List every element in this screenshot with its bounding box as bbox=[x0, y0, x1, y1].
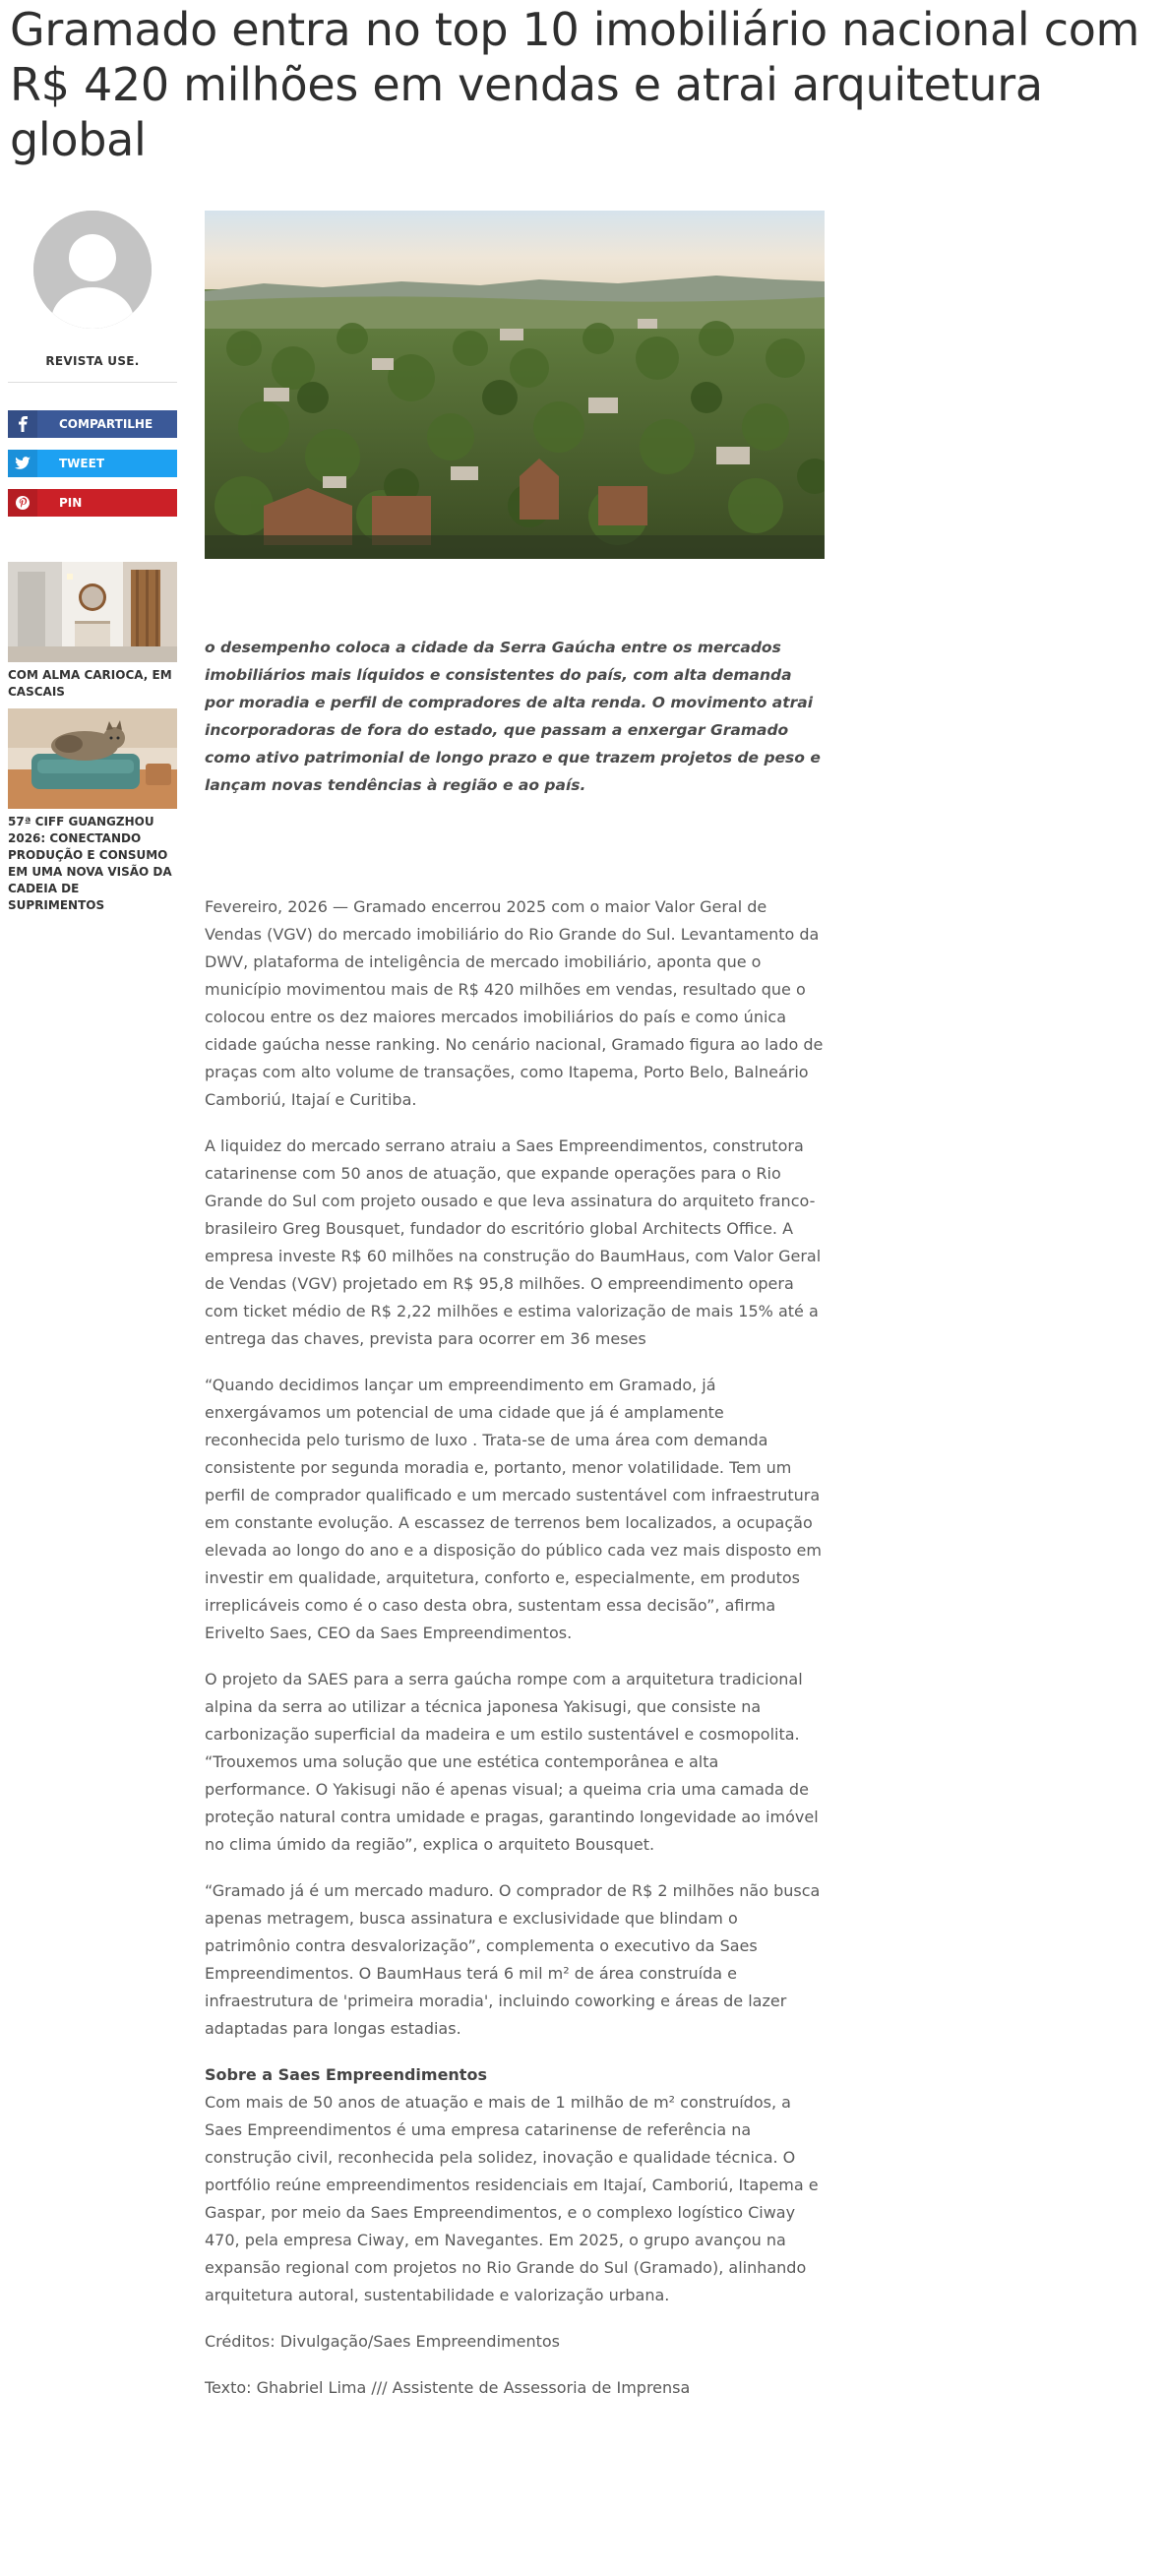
related-post[interactable] bbox=[8, 708, 177, 914]
article-paragraph: Fevereiro, 2026 — Gramado encerrou 2025 com o maior Valor Geral de Vendas (VGV) do mercado imobiliário do Rio Grande do Sul. Levantamento da DWV, plataforma de inteligência de mercado imobiliário, aponta que o município movimentou mais de R$ 420 milhões em vendas, resultado que o colocou entre os dez maiores mercados imobiliários do país e como única cidade gaúcha nesse ranking. No cenário nacional, Gramado figura ao lado de praças com alto volume de transações, como Itapema, Porto Belo, Balneário Camboriú, Itajaí e Curitiba. bbox=[205, 897, 824, 1109]
pinterest-share-button[interactable] bbox=[8, 489, 177, 517]
twitter-icon bbox=[8, 450, 37, 477]
pinterest-share-label: PIN bbox=[59, 496, 83, 510]
article-byline: Texto: Ghabriel Lima /// Assistente de Assessoria de Imprensa bbox=[205, 2378, 691, 2397]
about-paragraph: Com mais de 50 anos de atuação e mais de 1 milhão de m² construídos, a Saes Empreendimentos é uma empresa catarinense de referência na construção civil, reconhecida pela solidez, inovação e qualidade técnica. O portfólio reúne empreendimentos residenciais em Itajaí, Camboriú, Itapema e Gaspar, por meio da Saes Empreendimentos, e o complexo logístico Ciway 470, pela empresa Ciway, em Navegantes. Em 2025, o grupo avançou na expansão regional com projetos no Rio Grande do Sul (Gramado), alinhando arquitetura autoral, sustentabilidade e valorização urbana. bbox=[205, 2093, 819, 2304]
related-post-title[interactable]: COM ALMA CARIOCA, EM CASCAIS bbox=[8, 668, 172, 699]
article-lead: o desempenho coloca a cidade da Serra Gaúcha entre os mercados imobiliários mais líquidos e consistentes do país, com alta demanda por moradia e perfil de compradores de alta renda. O movimento atrai incorporadoras de fora do estado, que passam a enxergar Gramado como ativo patrimonial de longo prazo e que trazem projetos de peso e lançam novas tendências à região e ao país. bbox=[205, 639, 821, 794]
author-name[interactable]: REVISTA USE. bbox=[45, 354, 140, 368]
about-heading: Sobre a Saes Empreendimentos bbox=[205, 2065, 487, 2084]
author-avatar[interactable] bbox=[33, 211, 152, 329]
image-credits: Créditos: Divulgação/Saes Empreendimentos bbox=[205, 2332, 560, 2351]
user-silhouette-icon bbox=[33, 211, 152, 329]
related-posts bbox=[8, 562, 177, 914]
pinterest-icon bbox=[8, 489, 37, 517]
sidebar bbox=[8, 211, 177, 922]
article-title: Gramado entra no top 10 imobiliário nacional com R$ 420 milhões em vendas e atrai arquitetura global bbox=[10, 3, 1140, 166]
cat-on-sofa-thumbnail[interactable] bbox=[8, 708, 177, 809]
facebook-share-button[interactable] bbox=[8, 410, 177, 438]
interior-room-thumbnail[interactable] bbox=[8, 562, 177, 662]
twitter-share-label: TWEET bbox=[59, 457, 105, 470]
author-divider bbox=[8, 382, 177, 383]
article-paragraph: “Gramado já é um mercado maduro. O comprador de R$ 2 milhões não busca apenas metragem, busca assinatura e exclusividade que blindam o patrimônio contra desvalorização”, complementa o executivo da Saes Empreendimentos. O BaumHaus terá 6 mil m² de área construída e infraestrutura de 'primeira moradia', incluindo coworking e áreas de lazer adaptadas para longas estadias. bbox=[205, 1881, 821, 2038]
related-post-title[interactable]: 57ª CIFF GUANGZHOU 2026: CONECTANDO PRODUÇÃO E CONSUMO EM UMA NOVA VISÃO DA CADEIA DE SUPRIMENTOS bbox=[8, 815, 172, 912]
twitter-share-button[interactable] bbox=[8, 450, 177, 477]
article-paragraph: A liquidez do mercado serrano atraiu a Saes Empreendimentos, construtora catarinense com 50 anos de atuação, que expande operações para o Rio Grande do Sul com projeto ousado e que leva assinatura do arquiteto franco-brasileiro Greg Bousquet, fundador do escritório global Architects Office. A empresa investe R$ 60 milhões na construção do BaumHaus, com Valor Geral de Vendas (VGV) projetado em R$ 95,8 milhões. O empreendimento opera com ticket médio de R$ 2,22 milhões e estima valorização de mais 15% até a entrega das chaves, prevista para ocorrer em 36 meses bbox=[205, 1136, 822, 1348]
facebook-icon bbox=[8, 410, 37, 438]
article-main bbox=[205, 211, 825, 2421]
article-paragraph: O projeto da SAES para a serra gaúcha rompe com a arquitetura tradicional alpina da serra ao utilizar a técnica japonesa Yakisugi, que consiste na carbonização superficial da madeira e um estilo sustentável e cosmopolita. “Trouxemos uma solução que une estética contemporânea e alta performance. O Yakisugi não é apenas visual; a queima cria uma camada de proteção natural contra umidade e pragas, garantindo longevidade ao imóvel no clima úmido da região”, explica o arquiteto Bousquet. bbox=[205, 1670, 819, 1854]
related-post[interactable] bbox=[8, 562, 177, 701]
article-body bbox=[205, 893, 825, 2402]
facebook-share-label: COMPARTILHE bbox=[59, 417, 153, 431]
article-paragraph: “Quando decidimos lançar um empreendimento em Gramado, já enxergávamos um potencial de uma cidade que já é amplamente reconhecida pelo turismo de luxo . Trata-se de uma área com demanda consistente por segunda moradia e, portanto, menor volatilidade. Tem um perfil de comprador qualificado e um mercado sustentável com infraestrutura em constante evolução. A escassez de terrenos bem localizados, a ocupação elevada ao longo do ano e a disposição do público cada vez mais disposto em investir em qualidade, arquitetura, conforto e, especialmente, em produtos irreplicáveis como é o caso desta obra, sustentam essa decisão”, afirma Erivelto Saes, CEO da Saes Empreendimentos. bbox=[205, 1376, 822, 1642]
hero-aerial-photo bbox=[205, 211, 825, 559]
